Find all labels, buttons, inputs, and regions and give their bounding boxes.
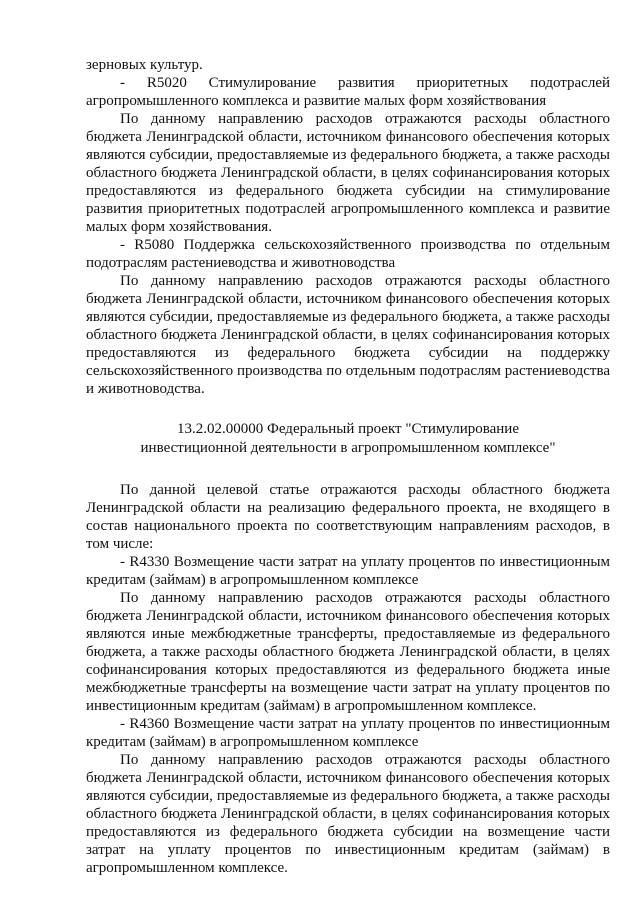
paragraph: По данной целевой статье отражаются расходы областного бюджета Ленинградской области на реализацию федерального проекта, не входящего в состав национального проекта по соответствующим направлениям расходов, в том числе: xyxy=(86,482,610,552)
paragraph: По данному направлению расходов отражаются расходы областного бюджета Ленинградской области, источником финансового обеспечения которых являются иные межбюджетные трансферты, предоставляемые из федерального бюджета, а также расходы областного бюджета Ленинградской области, в целях софинансирования которых предоставляются из федерального бюджета иные межбюджетные трансферты на возмещение части затрат на уплату процентов по инвестиционным кредитам (займам) в агропромышленном комплексе. xyxy=(86,590,610,714)
spacer xyxy=(86,458,610,481)
list-item-r4360: - R4360 Возмещение части затрат на уплату процентов по инвестиционным кредитам (займам) в агропромышленном комплексе xyxy=(86,716,610,750)
section-heading-line: инвестиционной деятельности в агропромышленном комплексе" xyxy=(140,440,556,456)
section-heading xyxy=(86,420,610,458)
paragraph: По данному направлению расходов отражаются расходы областного бюджета Ленинградской области, источником финансового обеспечения которых являются субсидии, предоставляемые из федерального бюджета, а также расходы областного бюджета Ленинградской области, в целях софинансирования которых предоставляются из федерального бюджета субсидии на стимулирование развития приоритетных подотраслей агропромышленного комплекса и развитие малых форм хозяйствования. xyxy=(86,111,610,235)
paragraph: По данному направлению расходов отражаются расходы областного бюджета Ленинградской области, источником финансового обеспечения которых являются субсидии, предоставляемые из федерального бюджета, а также расходы областного бюджета Ленинградской области, в целях софинансирования которых предоставляются из федерального бюджета субсидии на поддержку сельскохозяйственного производства по отдельным подотраслям растениеводства и животноводства. xyxy=(86,273,610,397)
section-heading-line: 13.2.02.00000 Федеральный проект "Стимулирование xyxy=(177,421,519,437)
paragraph: По данному направлению расходов отражаются расходы областного бюджета Ленинградской области, источником финансового обеспечения которых являются субсидии, предоставляемые из федерального бюджета, а также расходы областного бюджета Ленинградской области, в целях софинансирования которых предоставляются из федерального бюджета субсидии на возмещение части затрат на уплату процентов по инвестиционным кредитам (займам) в агропромышленном комплексе. xyxy=(86,752,610,876)
spacer xyxy=(86,398,610,420)
list-item-r5020: - R5020 Стимулирование развития приоритетных подотраслей агропромышленного комплекса и развитие малых форм хозяйствования xyxy=(86,75,610,109)
document-page xyxy=(86,56,610,877)
paragraph: зерновых культур. xyxy=(86,57,203,73)
list-item-r4330: - R4330 Возмещение части затрат на уплату процентов по инвестиционным кредитам (займам) в агропромышленном комплексе xyxy=(86,554,610,588)
list-item-r5080: - R5080 Поддержка сельскохозяйственного производства по отдельным подотраслям растениеводства и животноводства xyxy=(86,237,610,271)
